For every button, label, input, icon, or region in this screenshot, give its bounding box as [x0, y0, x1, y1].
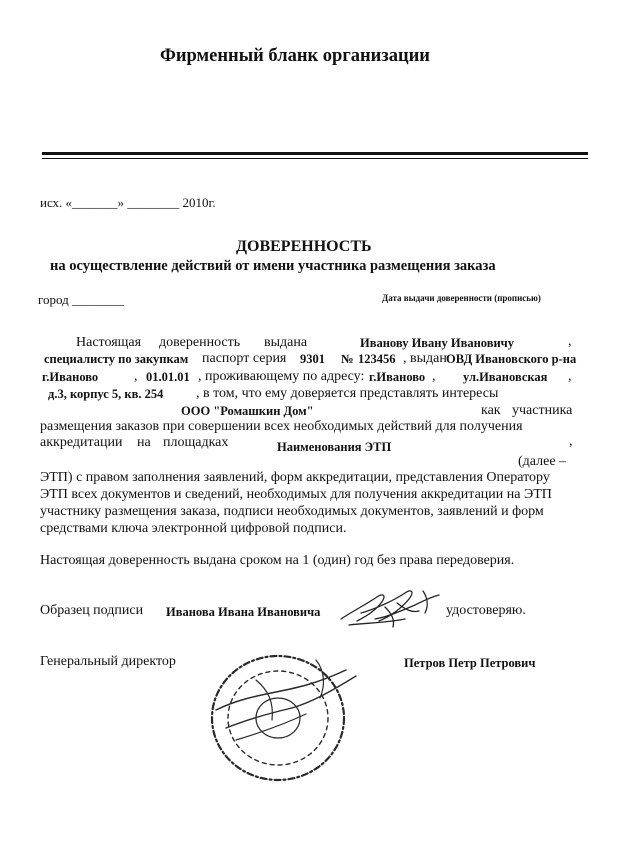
company-name: ООО "Ромашкин Дом": [181, 404, 314, 418]
passport-series: 9301: [300, 352, 325, 366]
issued-city: г.Иваново: [42, 370, 99, 384]
document-title: ДОВЕРЕННОСТЬ: [236, 238, 372, 255]
comma: ,: [134, 369, 138, 384]
body-line: размещения заказов при совершении всех необходимых действий для получения: [40, 419, 523, 434]
issued-by: ОВД Ивановского р-на: [446, 352, 577, 366]
etp-name: Наименования ЭТП: [277, 440, 392, 454]
validity-term: Настоящая доверенность выдана сроком на 1 (один) год без права передоверия.: [40, 553, 515, 568]
address-city: г.Иваново: [369, 370, 426, 384]
comma: ,: [568, 334, 572, 349]
body-word: площадках: [163, 435, 229, 450]
issued-by-label: , выдан: [403, 351, 447, 366]
director-label: Генеральный директор: [40, 654, 176, 669]
organization-seal: [196, 640, 366, 790]
document-subtitle: на осуществление действий от имени участника размещения заказа: [50, 258, 496, 274]
header-rule: [42, 152, 588, 155]
address-house: д.3, корпус 5, кв. 254: [48, 387, 164, 401]
body-word: как: [481, 403, 501, 418]
attorney-position: специалисту по закупкам: [44, 352, 189, 366]
trust-text: , в том, что ему доверяется представлять интересы: [196, 386, 499, 401]
header-rule-thin: [42, 158, 588, 159]
passport-no-label: №: [341, 352, 354, 366]
outgoing-number: исх. «_______» ________ 2010г.: [40, 195, 216, 210]
signer-name: Иванова Ивана Ивановича: [166, 605, 321, 619]
handwritten-signature: [335, 583, 445, 633]
body-line: ЭТП) с правом заполнения заявлений, форм аккредитации, представления Оператору: [40, 470, 550, 485]
body-word: выдана: [264, 335, 308, 350]
signature-sample-label: Образец подписи: [40, 603, 144, 618]
issue-date-label: Дата выдачи доверенности (прописью): [382, 293, 541, 303]
body-word: на: [137, 435, 151, 450]
body-word: Настоящая: [76, 335, 142, 350]
body-line: ЭТП всех документов и сведений, необходимых для получения аккредитации на ЭТП: [40, 487, 552, 502]
comma: ,: [568, 369, 572, 384]
issued-date: 01.01.01: [146, 370, 190, 384]
certify-label: удостоверяю.: [446, 603, 526, 618]
body-word: участника: [512, 403, 573, 418]
comma: ,: [432, 369, 436, 384]
letterhead-title: Фирменный бланк организации: [160, 46, 430, 66]
address-label: , проживающему по адресу:: [198, 369, 365, 384]
further-label: (далее –: [518, 454, 567, 469]
passport-number: 123456: [358, 352, 396, 366]
body-word: доверенность: [159, 335, 241, 350]
body-word: аккредитации: [40, 435, 123, 450]
attorney-name: Иванову Ивану Ивановичу: [360, 336, 514, 350]
comma: ,: [569, 434, 573, 449]
body-line: участнику размещения заказа, подписи необходимых документов, заявлений и форм: [40, 504, 544, 519]
passport-label: паспорт серия: [202, 351, 287, 366]
city-field: город ________: [38, 292, 124, 307]
body-line: средствами ключа электронной цифровой подписи.: [40, 521, 347, 536]
address-street: ул.Ивановская: [463, 370, 548, 384]
director-name: Петров Петр Петрович: [404, 656, 536, 670]
